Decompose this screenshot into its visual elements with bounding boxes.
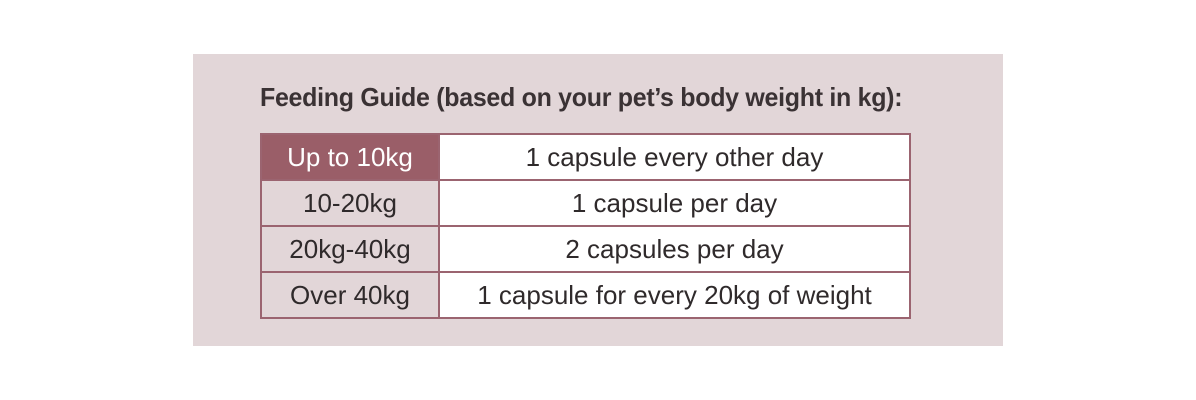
weight-cell: 10-20kg [261, 180, 439, 226]
weight-cell: 20kg-40kg [261, 226, 439, 272]
dose-cell: 2 capsules per day [439, 226, 910, 272]
dose-cell: 1 capsule every other day [439, 134, 910, 180]
dose-cell: 1 capsule for every 20kg of weight [439, 272, 910, 318]
feeding-guide-title: Feeding Guide (based on your pet’s body weight in kg): [260, 82, 903, 112]
feeding-guide-table [260, 133, 911, 319]
feeding-guide-panel [193, 54, 1003, 346]
dose-cell: 1 capsule per day [439, 180, 910, 226]
table-row [261, 134, 910, 180]
weight-cell: Up to 10kg [261, 134, 439, 180]
table-row [261, 180, 910, 226]
weight-cell: Over 40kg [261, 272, 439, 318]
table-row [261, 272, 910, 318]
table-row [261, 226, 910, 272]
